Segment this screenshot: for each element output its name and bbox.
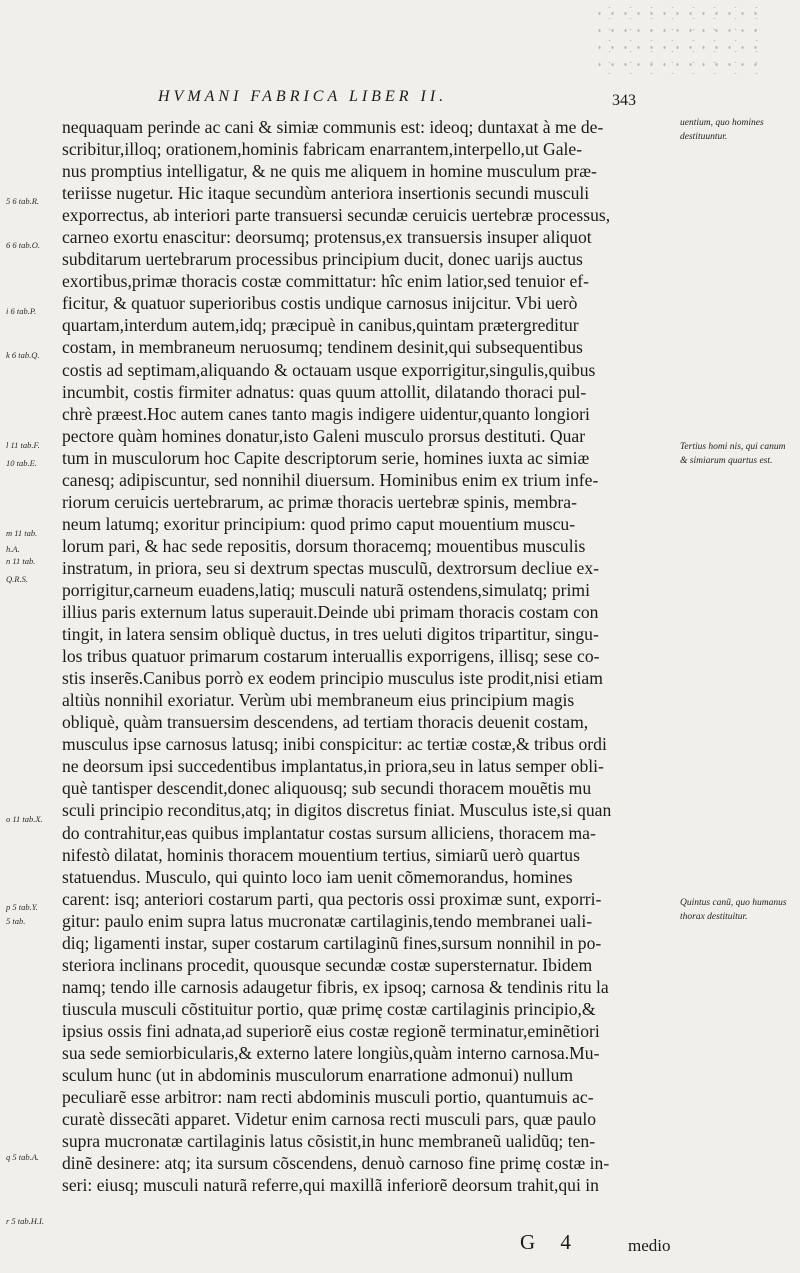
text-line: quartam,interdum autem,idq; præcipuè in canibus,quintam prætergreditur — [62, 315, 579, 336]
paper-specks — [590, 0, 760, 80]
margin-reference: Q.R.S. — [6, 574, 28, 584]
text-line: pectore quàm homines donatur,isto Galeni musculo prorsus destituti. Quar — [62, 425, 586, 446]
margin-reference: l 11 tab.F. — [6, 440, 40, 450]
text-line: sculum hunc (ut in abdominis musculorum enarratione admonui) nullum — [62, 1065, 574, 1086]
text-line: altiùs nonnihil exoriatur. Verùm ubi membraneum eius principium magis — [62, 690, 575, 711]
text-line: porrigitur,carneum euadens,latiq; musculi naturã ostendens,simulatq; primi — [62, 579, 590, 600]
text-line: steriora inclinans procedit, quousque secundæ costæ supersternatur. Ibidem — [62, 954, 593, 975]
text-line: tiuscula musculi cõstituitur portio, quæ primę costæ cartilaginis principio,& — [62, 998, 596, 1019]
text-line: carneo exortu enascitur: deorsumq; protensus,ex transuersis insuper aliquot — [62, 227, 592, 248]
text-line: gitur: paulo enim supra latus mucronatæ cartilaginis,tendo membranei uali- — [62, 910, 593, 931]
text-line: riorum ceruicis uertebrarum, ac primæ thoracis uertebræ spinis, membra- — [62, 491, 577, 512]
text-line: tingit, in latera sensim obliquè ductus, in tres ueluti digitos tripartitur, singu- — [62, 624, 599, 645]
text-line: lorum pari, & hac sede repositis, dorsum thoracemq; mouentibus musculis — [62, 535, 586, 556]
text-line: exporrectus, ab interiori parte transuersi secundæ ceruicis uertebræ processus, — [62, 205, 611, 226]
main-text — [62, 116, 674, 1196]
text-line: ne deorsum ipsi succedentibus implantatus,in priora,seu in latus semper obli- — [62, 756, 604, 777]
text-line: instratum, in priora, seu si dextrum spectas musculũ, dextrorsum decliue ex- — [62, 557, 599, 578]
text-line: incumbit, costis firmiter adnatus: quas quum attollit, dilatando thoraci pul- — [62, 381, 587, 402]
left-margin-notes — [0, 116, 62, 1266]
signature-mark: G 4 — [520, 1230, 581, 1254]
folio-number: 343 — [612, 92, 636, 109]
text-line: seri: eiusq; musculi naturã referre,qui maxillã inferiorẽ deorsum trahit,qui in — [62, 1175, 599, 1196]
text-line: supra mucronatæ cartilaginis latus cõsistit,in hunc membraneũ ualidũq; ten- — [62, 1131, 596, 1152]
text-line: exortibus,primæ thoracis costæ committatur: hîc enim latior,sed tenuior ef- — [62, 271, 589, 292]
text-line: canesq; adipiscuntur, sed nonnihil diuersum. Hominibus enim ex trium infe- — [62, 469, 599, 490]
text-line: nequaquam perinde ac cani & simiæ communis est: ideoq; duntaxat à me de- — [62, 117, 604, 137]
margin-reference: q 5 tab.A. — [6, 1152, 40, 1162]
text-line: diq; ligamenti instar, super costarum cartilaginũ fines,sursum nonnihil in po- — [62, 932, 602, 953]
text-line: costam, in membraneum neruosumq; tendinem desinit,qui subsequentibus — [62, 337, 583, 358]
text-line: curatè dissecãti apparet. Videtur enim carnosa recti musculi pars, quæ paulo — [62, 1109, 597, 1130]
text-line: los tribus quatuor primarum costarum interuallis exporrigens, illisq; sese co- — [62, 646, 600, 667]
margin-reference: h.A. — [6, 544, 20, 554]
text-line: subditarum uertebrarum processibus principium ducit, donec uarijs auctus — [62, 249, 583, 270]
margin-gloss: uentium, quo homines destituuntur. — [680, 118, 764, 142]
text-line: stis inserẽs.Canibus porrò ex eodem principio musculus iste prodit,nisi etiam — [62, 668, 603, 689]
text-line: chrè præest.Hoc autem canes tanto magis indigere uidentur,quanto longiori — [62, 403, 590, 424]
text-line: neum latumq; exoritur principium: quod primo caput mouentium muscu- — [62, 513, 576, 534]
margin-reference: m 11 tab. — [6, 528, 38, 538]
margin-gloss: Quintus canũ, quo humanus thorax destituitur. — [680, 898, 787, 922]
text-line: do contrahitur,eas quibus implantatur costas sursum alliciens, thoracem ma- — [62, 822, 596, 843]
margin-reference: r 5 tab.H.I. — [6, 1216, 45, 1226]
catchword: medio — [628, 1236, 671, 1255]
text-line: costis ad septimam,aliquando & octauam usque exporrigitur,singulis,quibus — [62, 359, 596, 380]
text-line: ipsius ossis fini adnata,ad superiorẽ eius costæ regionẽ terminatur,eminẽtiori — [62, 1020, 600, 1041]
text-line: peculiarẽ esse arbitror: nam recti abdominis musculi portio, quantumuis ac- — [62, 1087, 594, 1108]
text-line: nus promptius intelligatur, & ne quis me aliquem in homine musculum præ- — [62, 161, 597, 182]
text-line: obliquè, quàm transuersim descendens, ad tertiam thoracis deuenit costam, — [62, 712, 589, 733]
margin-reference: 5 tab. — [6, 916, 26, 926]
text-line: scribitur,illoq; orationem,hominis fabricam enarrantem,interpello,ut Gale- — [62, 139, 583, 160]
text-line: ficitur, & quatuor superioribus costis undique carnosus inijcitur. Vbi uerò — [62, 293, 578, 314]
margin-reference: 10 tab.E. — [6, 458, 37, 468]
text-line: què tantisper descendit,donec aliquousq; sub secundi thoracem mouẽtis mu — [62, 778, 592, 799]
margin-gloss: Tertius homi nis, qui canum & simiarum quartus est. — [680, 442, 786, 466]
text-line: namq; tendo ille carnosis adaugetur fibris, ex ipsoq; carnosa & tendinis ritu la — [62, 976, 609, 997]
text-line: carent: isq; anteriori costarum parti, qua pectoris ossi proximæ sunt, exporri- — [62, 888, 602, 909]
text-line: dinẽ desinere: atq; ita sursum cõscendens, denuò carnoso fine primę costæ in- — [62, 1153, 610, 1174]
margin-reference: k 6 tab.Q. — [6, 350, 40, 360]
margin-reference: 6 6 tab.O. — [6, 240, 40, 250]
text-line: tum in musculorum hoc Capite descriptorum serie, homines iuxta ac simiæ — [62, 447, 590, 468]
margin-reference: 5 6 tab.R. — [6, 196, 40, 206]
text-line: statuendus. Musculo, qui quinto loco iam uenit cõmemorandus, homines — [62, 866, 573, 887]
margin-reference: i 6 tab.P. — [6, 306, 37, 316]
margin-reference: n 11 tab. — [6, 556, 36, 566]
text-line: nifestò dilatat, hominis thoracem mouentium tertius, simiarũ uerò quartus — [62, 844, 580, 865]
text-line: teriisse nugetur. Hic itaque secundùm anteriora insertionis secundi musculi — [62, 183, 590, 204]
margin-reference: p 5 tab.Y. — [6, 902, 38, 912]
text-line: sculi principio reconditus,atq; in digitos discretus finiat. Musculus iste,si quan — [62, 800, 612, 821]
running-title: HVMANI FABRICA LIBER II. — [158, 88, 448, 105]
margin-reference: o 11 tab.X. — [6, 814, 43, 824]
text-line: sua sede semiorbicularis,& externo latere longiùs,quàm interno carnosa.Mu- — [62, 1042, 600, 1063]
text-line: musculus ipse carnosus latusq; inibi conspicitur: ac tertiæ costæ,& tribus ordi — [62, 734, 607, 755]
text-line: illius paris externum latus superauit.Deinde ubi primam thoracis costam con — [62, 602, 599, 623]
